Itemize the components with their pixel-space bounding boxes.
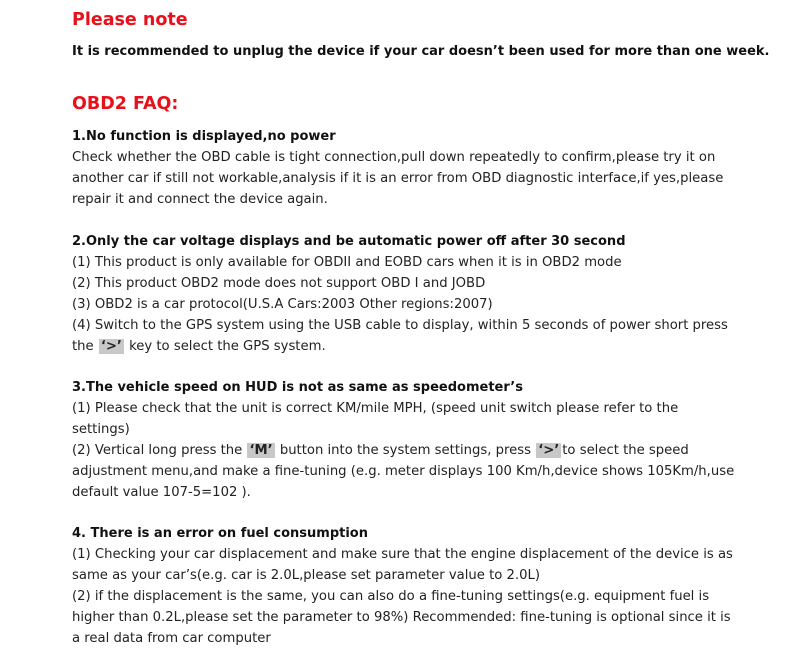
faq-answer-line: (1) This product is only available for OBDII and EOBD cars when it is in OBD2 mode [72,255,622,270]
please-note-text: It is recommended to unplug the device if your car doesn’t been used for more than one week. [72,44,770,59]
faq-answer-line: settings) [72,422,130,437]
faq-question-4: 4. There is an error on fuel consumption [72,526,368,541]
faq-answer-line: adjustment menu,and make a fine-tuning (e.g. meter displays 100 Km/h,device shows 105Km/h,use [72,464,735,479]
faq-answer-line: default value 107-5=102 ). [72,485,251,500]
faq-answer-line: (4) Switch to the GPS system using the USB cable to display, within 5 seconds of power short press [72,318,728,333]
faq-question-1: 1.No function is displayed,no power [72,129,336,144]
faq-answer-line: (1) Please check that the unit is correct KM/mile MPH, (speed unit switch please refer to the [72,401,679,416]
faq-answer-line: Check whether the OBD cable is tight connection,pull down repeatedly to confirm,please try it on [72,150,716,165]
faq-question-3: 3.The vehicle speed on HUD is not as same as speedometer’s [72,380,523,395]
text-fragment: key to select the GPS system. [124,339,326,354]
faq-answer-line: (2) This product OBD2 mode does not support OBD I and JOBD [72,276,486,291]
faq-answer-line: another car if still not workable,analysis if it is an error from OBD diagnostic interface,if yes,please [72,171,724,186]
faq-answer-line: same as your car’s(e.g. car is 2.0L,please set parameter value to 2.0L) [72,568,540,583]
key-label-right: ‘>’ [100,339,122,354]
key-label-right: ‘>’ [538,443,560,458]
text-fragment: the [72,339,98,354]
faq-answer-line: (2) if the displacement is the same, you can also do a fine-tuning settings(e.g. equipment fuel is [72,589,710,604]
faq-section-2 [72,231,752,357]
faq-answer-line [72,336,752,357]
faq-answer-line: (3) OBD2 is a car protocol(U.S.A Cars:2003 Other regions:2007) [72,297,493,312]
faq-answer-line: higher than 0.2L,please set the parameter to 98%) Recommended: fine-tuning is optional since it is [72,610,731,625]
text-fragment: to select the speed [562,443,689,458]
key-label-m: ‘M’ [249,443,273,458]
please-note-heading: Please note [72,10,188,30]
faq-answer-line: a real data from car computer [72,631,271,646]
faq-heading: OBD2 FAQ: [72,94,179,114]
faq-section-1 [72,126,752,210]
faq-section-3 [72,377,752,503]
faq-section-4 [72,523,752,649]
faq-answer-line: repair it and connect the device again. [72,192,328,207]
faq-question-2: 2.Only the car voltage displays and be automatic power off after 30 second [72,234,626,249]
faq-answer-line [72,440,752,461]
text-fragment: (2) Vertical long press the [72,443,247,458]
text-fragment: button into the system settings, press [275,443,536,458]
faq-answer-line: (1) Checking your car displacement and make sure that the engine displacement of the device is as [72,547,733,562]
